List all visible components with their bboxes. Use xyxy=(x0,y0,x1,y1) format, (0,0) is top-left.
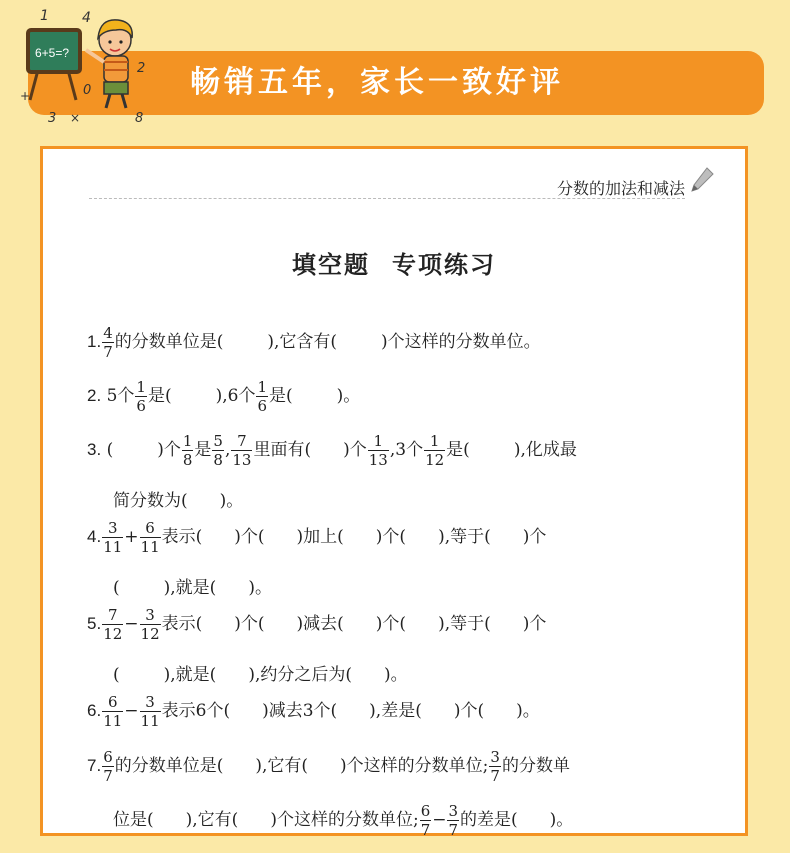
deco-mark: + xyxy=(20,89,31,103)
fraction: $\frac{3}{7}$ xyxy=(448,802,459,839)
worksheet-paper xyxy=(40,146,748,839)
topic-label: 分数的加法和减法 xyxy=(556,179,685,198)
question-4: 4. $\frac{3}{11}$ + $\frac{6}{11}$ 表示( )个( )加上( )个( ),等于( )个 xyxy=(87,519,547,556)
question-3: 3. ( )个 $\frac{1}{8}$ 是 $\frac{5}{8}$ , $\frac{7}{13}$ 里面有( )个 $\frac{1}{13}$ ,3个 $\frac{1}{12}$ 是( ),化成最 xyxy=(87,432,577,469)
question-5: 5. $\frac{7}{12}$ − $\frac{3}{12}$ 表示( )个( )减去( )个( ),等于( )个 xyxy=(87,606,547,643)
question-1: 1. $\frac{4}{7}$ 的分数单位是( ),它含有( )个这样的分数单位。 xyxy=(87,324,541,361)
fraction: $\frac{6}{7}$ xyxy=(420,802,431,839)
fraction: $\frac{3}{12}$ xyxy=(140,606,160,643)
pencil-icon xyxy=(689,166,715,194)
question-6: 6. $\frac{6}{11}$ − $\frac{3}{11}$ 表示6个( )减去3个( ),差是( )个( )。 xyxy=(87,693,540,730)
deco-mark: × xyxy=(70,111,81,125)
question-7: 7. $\frac{6}{7}$ 的分数单位是( ),它有( )个这样的分数单位; $\frac{3}{7}$ 的分数单 xyxy=(87,748,570,785)
question-3-line-2: 简分数为( )。 xyxy=(113,491,244,511)
header-title: 畅销五年，家长一致好评 xyxy=(190,65,564,100)
deco-digit: 8 xyxy=(135,111,144,126)
deco-digit: 1 xyxy=(40,8,49,24)
deco-digit: 0 xyxy=(83,83,92,98)
fraction: $\frac{1}{12}$ xyxy=(425,432,445,469)
dashed-divider xyxy=(89,198,685,199)
mascot-illustration xyxy=(0,0,160,130)
question-2: 2. 5个 $\frac{1}{6}$ 是( ),6个 $\frac{1}{6}$ 是( )。 xyxy=(87,378,361,415)
fraction: $\frac{1}{6}$ xyxy=(136,378,146,415)
question-7-line-2: 位是( ),它有( )个这样的分数单位; $\frac{6}{7}$ − $\frac{3}{7}$ 的差是( )。 xyxy=(113,802,574,839)
deco-digit: 4 xyxy=(82,10,91,26)
fraction: $\frac{1}{13}$ xyxy=(368,432,388,469)
title-part-a: 填空题 xyxy=(292,250,370,279)
title-part-b: 专项练习 xyxy=(392,250,496,279)
fraction: $\frac{7}{13}$ xyxy=(232,432,252,469)
fraction: $\frac{5}{8}$ xyxy=(213,432,223,469)
fraction: $\frac{6}{11}$ xyxy=(103,693,123,730)
fraction: $\frac{4}{7}$ xyxy=(103,324,113,361)
page-title xyxy=(43,245,745,280)
question-5-line-2: ( ),就是( ),约分之后为( )。 xyxy=(113,665,408,685)
fraction: $\frac{3}{11}$ xyxy=(103,519,123,556)
deco-digit: 3 xyxy=(48,111,57,126)
fraction: $\frac{6}{11}$ xyxy=(140,519,160,556)
fraction: $\frac{1}{8}$ xyxy=(182,432,193,469)
deco-digit: 2 xyxy=(137,61,146,76)
fraction: $\frac{1}{6}$ xyxy=(257,378,268,415)
question-4-line-2: ( ),就是( )。 xyxy=(113,578,272,598)
blackboard-text: 6+5=? xyxy=(35,46,70,60)
fraction: $\frac{6}{7}$ xyxy=(103,748,113,785)
fraction: $\frac{3}{11}$ xyxy=(140,693,160,730)
fraction: $\frac{7}{12}$ xyxy=(103,606,123,643)
fraction: $\frac{3}{7}$ xyxy=(490,748,500,785)
